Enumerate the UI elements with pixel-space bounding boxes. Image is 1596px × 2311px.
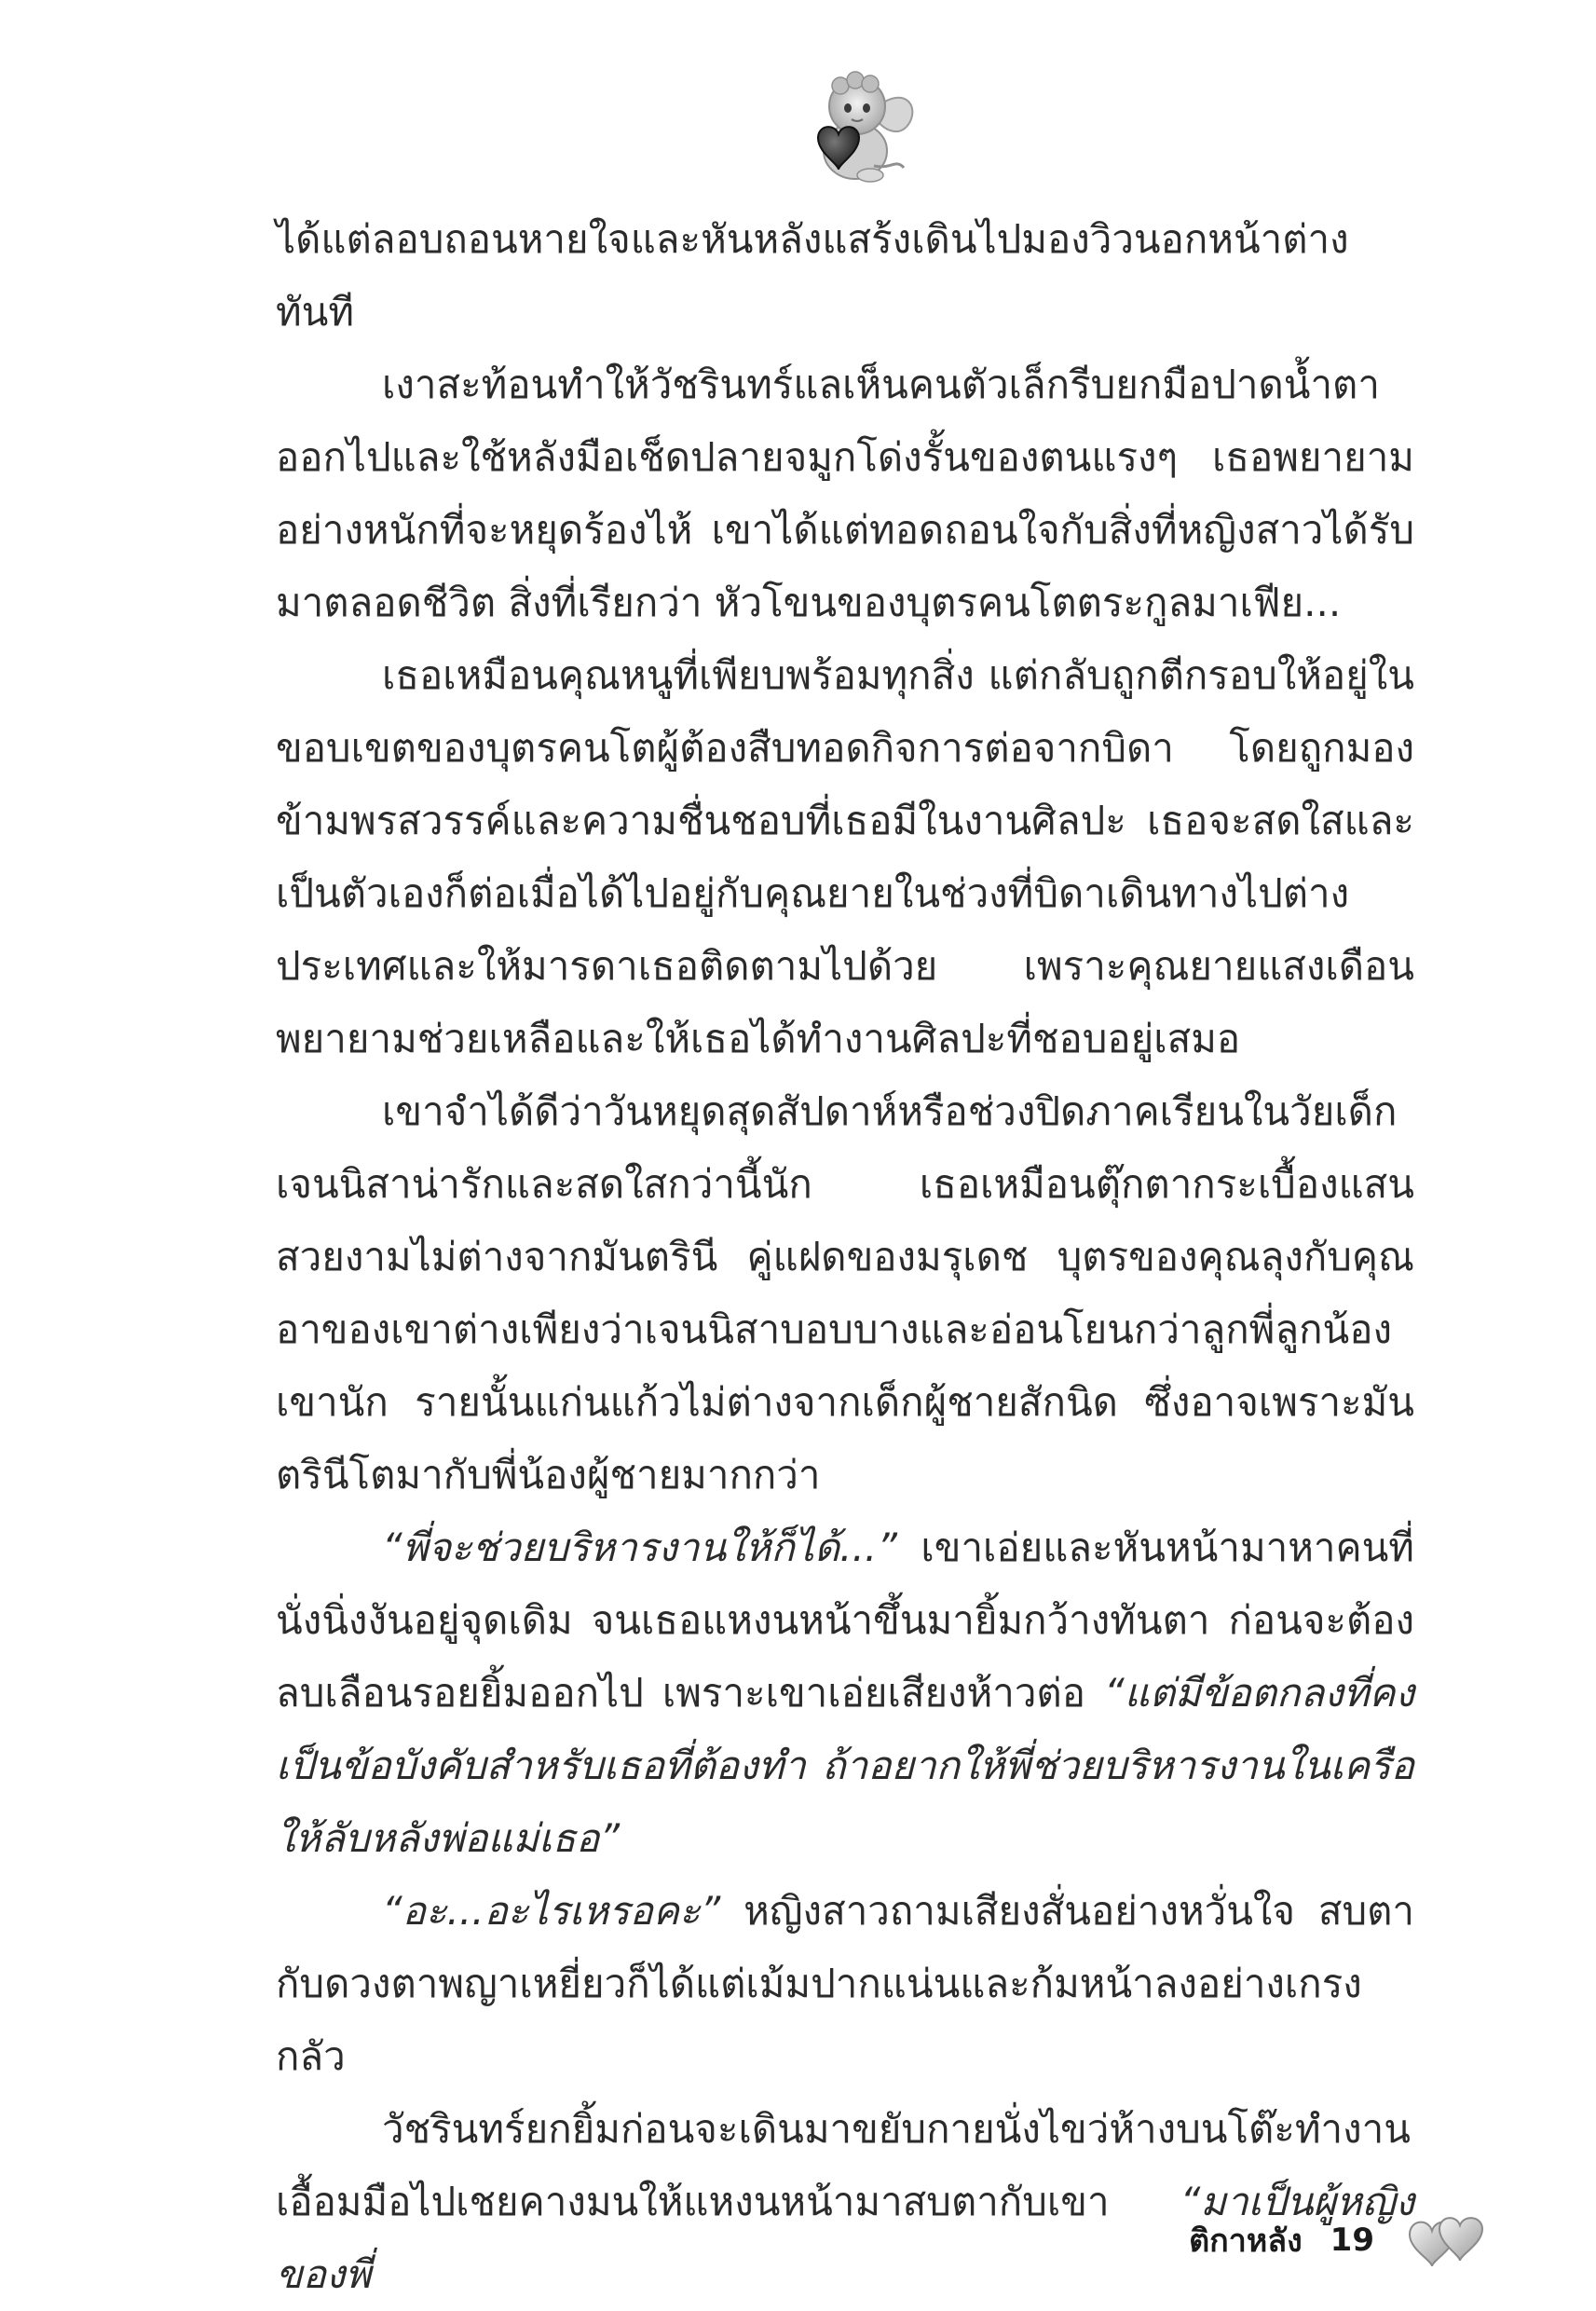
paragraph-5 xyxy=(276,1511,1414,1875)
cupid-with-heart-icon xyxy=(781,65,921,186)
narration-text: วัชรินทร์ยกยิ้มก่อนจะเดินมาขยับกายนั่งไขว่ห้างบนโต๊ะทำงานเอื้อมมือไปเชยคางมนให้แหงนหน้ามาสบตากับเขา xyxy=(276,2106,1411,2224)
paragraph-6 xyxy=(276,1875,1414,2093)
page-footer xyxy=(1189,2203,1492,2277)
body-text xyxy=(276,203,1414,2311)
dialogue-quote: “พี่จะช่วยบริหารงานให้ก็ได้...” xyxy=(382,1525,897,1570)
page-number: 19 xyxy=(1330,2222,1374,2259)
book-title: ติกาหลัง xyxy=(1189,2222,1303,2260)
paragraph-3: เธอเหมือนคุณหนูที่เพียบพร้อมทุกสิ่ง แต่กลับถูกตีกรอบให้อยู่ในขอบเขตของบุตรคนโตผู้ต้องสืบทอดกิจการต่อจากบิดา โดยถูกมองข้ามพรสวรรค์และความชื่นชอบที่เธอมีในงานศิลปะ เธอจะสดใสและเป็นตัวเองก็ต่อเมื่อได้ไปอยู่กับคุณยายในช่วงที่บิดาเดินทางไปต่างประเทศและให้มารดาเธอติดตามไปด้วย เพราะคุณยายแสงเดือนพยายามช่วยเหลือและให้เธอได้ทำงานศิลปะที่ชอบอยู่เสมอ xyxy=(276,652,1414,1061)
dialogue-quote: “มาเป็นผู้หญิงของพี่ xyxy=(276,2179,1414,2297)
narration-text: หญิงสาวถามเสียงสั่นอย่างหวั่นใจ สบตากับดวงตาพญาเหยี่ยวก็ได้แต่เม้มปากแน่นและก้มหน้าลงอย่างเกรงกลัว xyxy=(276,1888,1414,2079)
paragraph-7 xyxy=(276,2093,1414,2311)
dialogue-quote: “แต่มีข้อตกลงที่คงเป็นข้อบังคับสำหรับเธอที่ต้องทำ ถ้าอยากให้พี่ช่วยบริหารงานในเครือให้ลับหลังพ่อแม่เธอ” xyxy=(276,1670,1414,1861)
dialogue-quote: “อะ...อะไรเหรอคะ” xyxy=(382,1888,721,1934)
double-hearts-icon xyxy=(1402,2210,1492,2270)
narration-text: เขาเอ่ยและหันหน้ามาหาคนที่นั่งนิ่งงันอยู่จุดเดิม จนเธอแหงนหน้าขึ้นมายิ้มกว้างทันตา ก่อนจะต้องลบเลือนรอยยิ้มออกไป เพราะเขาเอ่ยเสียงห้าวต่อ xyxy=(276,1525,1414,1716)
paragraph-1: ได้แต่ลอบถอนหายใจและหันหลังแสร้งเดินไปมองวิวนอกหน้าต่างทันที xyxy=(276,216,1349,335)
paragraph-2: เงาสะท้อนทำให้วัชรินทร์แลเห็นคนตัวเล็กรีบยกมือปาดน้ำตาออกไปและใช้หลังมือเช็ดปลายจมูกโด่งรั้นของตนแรงๆ เธอพยายามอย่างหนักที่จะหยุดร้องไห้ เขาได้แต่ทอดถอนใจกับสิ่งที่หญิงสาวได้รับมาตลอดชีวิต สิ่งที่เรียกว่า หัวโขนของบุตรคนโตตระกูลมาเฟีย... xyxy=(276,362,1414,625)
paragraph-4: เขาจำได้ดีว่าวันหยุดสุดสัปดาห์หรือช่วงปิดภาคเรียนในวัยเด็กเจนนิสาน่ารักและสดใสกว่านี้นัก เธอเหมือนตุ๊กตากระเบื้องแสนสวยงามไม่ต่างจากมันตรินี คู่แฝดของมรุเดช บุตรของคุณลุงกับคุณอาของเขาต่างเพียงว่าเจนนิสาบอบบางและอ่อนโยนกว่าลูกพี่ลูกน้องเขานัก รายนั้นแก่นแก้วไม่ต่างจากเด็กผู้ชายสักนิด ซึ่งอาจเพราะมันตรินีโตมากับพี่น้องผู้ชายมากกว่า xyxy=(276,1088,1414,1497)
